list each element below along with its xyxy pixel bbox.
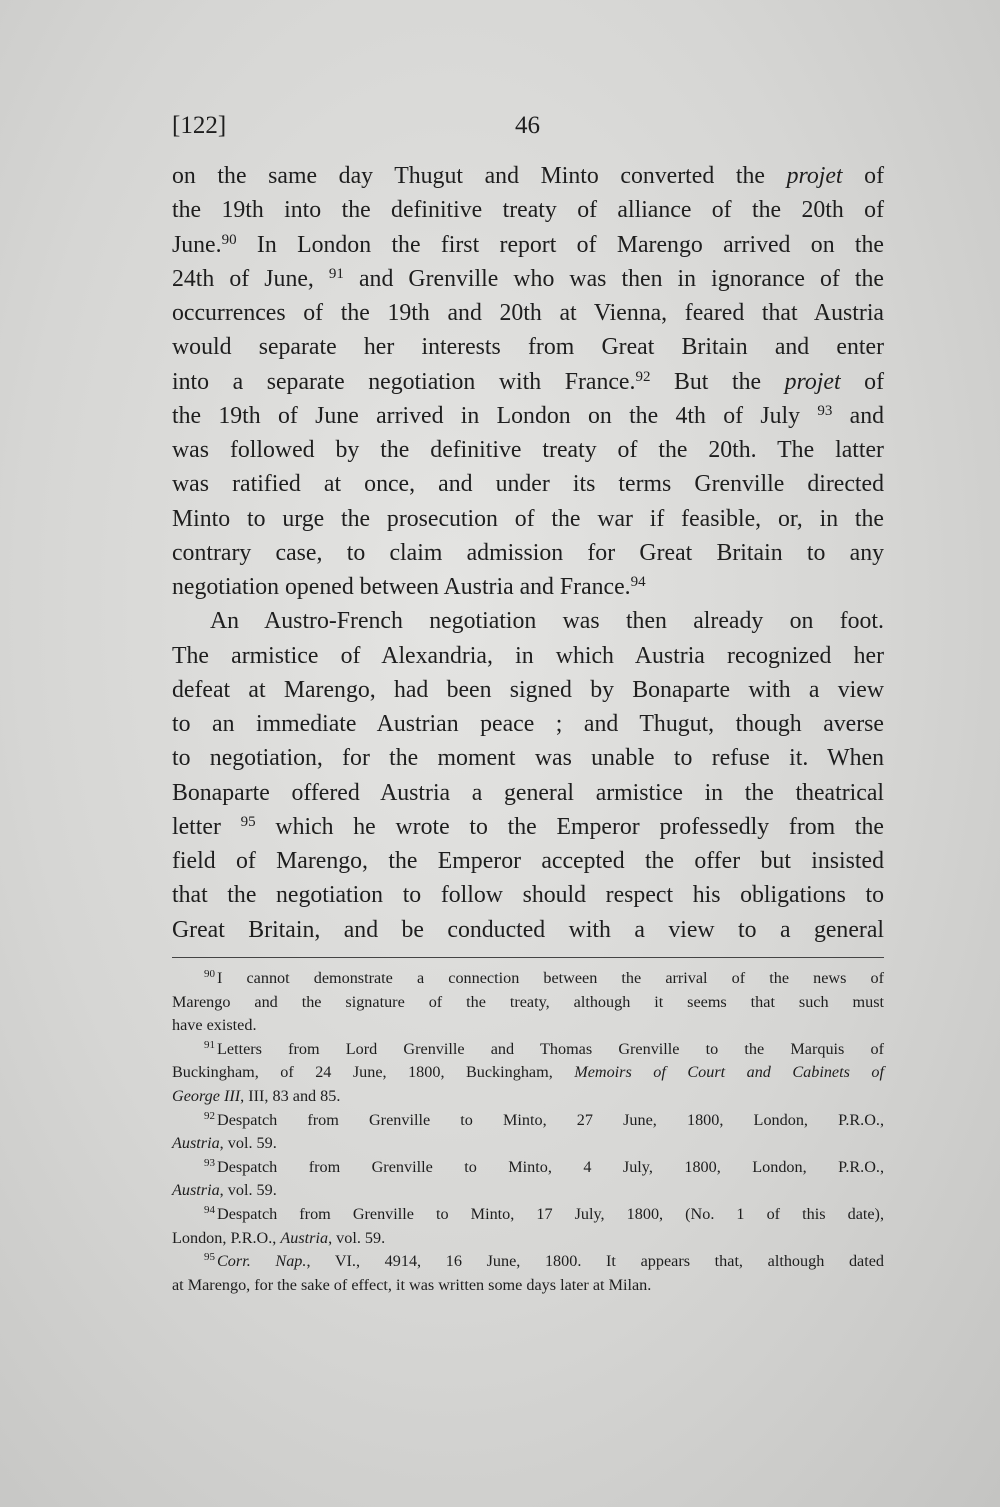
footnote-91	[172, 1038, 884, 1109]
paragraph-1	[172, 159, 884, 604]
footnote-93	[172, 1156, 884, 1203]
text-line: Minto to urge the prosecution of the war if feasible, or, in the	[172, 505, 884, 532]
footnote-line: $^{94}$ Despatch from Grenville to Minto, 17 July, 1800, (No. 1 of this date),	[204, 1203, 884, 1223]
footnote-line: $^{91}$ Letters from Lord Grenville and Thomas Grenville to the Marquis of	[204, 1038, 884, 1058]
footnote-line: $^{90}$ I cannot demonstrate a connection between the arrival of the news of	[204, 968, 884, 987]
text-line: that the negotiation to follow should respect his obligations to	[172, 882, 884, 909]
footnote-number: 94	[204, 1203, 215, 1216]
footnote-line: George III, III, 83 and 85.	[172, 1086, 341, 1105]
footnote-number: 95	[204, 1251, 215, 1264]
text-line: defeat at Marengo, had been signed by Bonaparte with a view	[172, 676, 884, 703]
footnote-line: Austria, vol. 59.	[172, 1181, 277, 1200]
paragraph-2	[172, 604, 884, 947]
text-line: was followed by the definitive treaty of the 20th. The latter	[172, 437, 884, 463]
text-line: contrary case, to claim admission for Great Britain to any	[172, 539, 884, 566]
text-line: Bonaparte offered Austria a general armistice in the theatrical	[172, 779, 884, 806]
footnote-line: at Marengo, for the sake of effect, it was written some days later at Milan.	[172, 1275, 652, 1294]
text-line: The armistice of Alexandria, in which Austria recognized her	[172, 642, 884, 669]
footnotes	[172, 967, 884, 1297]
footnote-line: Marengo and the signature of the treaty, although it seems that such must	[172, 992, 884, 1011]
text-line: into a separate negotiation with France.$^{92}$ But the projet of	[172, 368, 884, 395]
footnote-number: 92	[204, 1109, 215, 1122]
footnote-ref: 95	[240, 813, 256, 830]
footnote-line: London, P.R.O., Austria, vol. 59.	[172, 1228, 386, 1247]
footnote-divider	[172, 957, 884, 958]
text-line: field of Marengo, the Emperor accepted the offer but insisted	[172, 848, 884, 874]
footnote-number: 91	[204, 1038, 215, 1051]
text-line: the 19th into the definitive treaty of alliance of the 20th of	[172, 197, 884, 224]
footnote-line: $^{95}$ Corr. Nap., VI., 4914, 16 June, 1800. It appears that, although dated	[204, 1251, 884, 1271]
text-line: occurrences of the 19th and 20th at Vienna, feared that Austria	[172, 300, 884, 326]
footnote-line: have existed.	[172, 1016, 257, 1035]
footnote-ref: 93	[817, 402, 833, 419]
page-number: 46	[515, 112, 540, 139]
text-line: would separate her interests from Great Britain and enter	[172, 334, 884, 361]
page-header	[172, 112, 884, 148]
footnote-line: $^{92}$ Despatch from Grenville to Minto, 27 June, 1800, London, P.R.O.,	[204, 1109, 884, 1129]
text-line: negotiation opened between Austria and France.$^{94}$	[172, 574, 646, 600]
footnote-ref: 92	[635, 368, 651, 385]
text-line: Great Britain, and be conducted with a view to a general	[172, 916, 884, 943]
footnote-95	[172, 1250, 884, 1297]
text-line: June.$^{90}$ In London the first report of Marengo arrived on the	[172, 231, 884, 258]
text-line: letter $^{95}$ which he wrote to the Emperor professedly from the	[172, 813, 884, 840]
text-line: on the same day Thugut and Minto converted the projet of	[172, 163, 885, 189]
footnote-ref: 91	[328, 265, 344, 282]
footnote-line: $^{93}$ Despatch from Grenville to Minto, 4 July, 1800, London, P.R.O.,	[204, 1156, 884, 1176]
text-line: to an immediate Austrian peace ; and Thugut, though averse	[172, 711, 884, 737]
footnote-92	[172, 1109, 884, 1156]
footnote-ref: 94	[630, 574, 646, 590]
body-text	[172, 159, 884, 947]
footnote-line: Buckingham, of 24 June, 1800, Buckingham, Memoirs of Court and Cabinets of	[172, 1063, 884, 1082]
footnote-94	[172, 1203, 884, 1250]
footnote-line: Austria, vol. 59.	[172, 1134, 277, 1153]
footnote-ref: 90	[221, 231, 237, 248]
text-line: 24th of June, $^{91}$ and Grenville who was then in ignorance of the	[172, 265, 884, 292]
footnote-number: 90	[204, 968, 215, 980]
page-reference: [122]	[172, 112, 227, 139]
text-line: the 19th of June arrived in London on the 4th of July $^{93}$ and	[172, 402, 885, 429]
text-line: was ratified at once, and under its terms Grenville directed	[172, 471, 884, 498]
text-line: to negotiation, for the moment was unable to refuse it. When	[172, 745, 884, 772]
footnote-number: 93	[204, 1156, 215, 1169]
footnote-90	[172, 967, 884, 1038]
text-line: An Austro-French negotiation was then already on foot.	[210, 608, 884, 635]
